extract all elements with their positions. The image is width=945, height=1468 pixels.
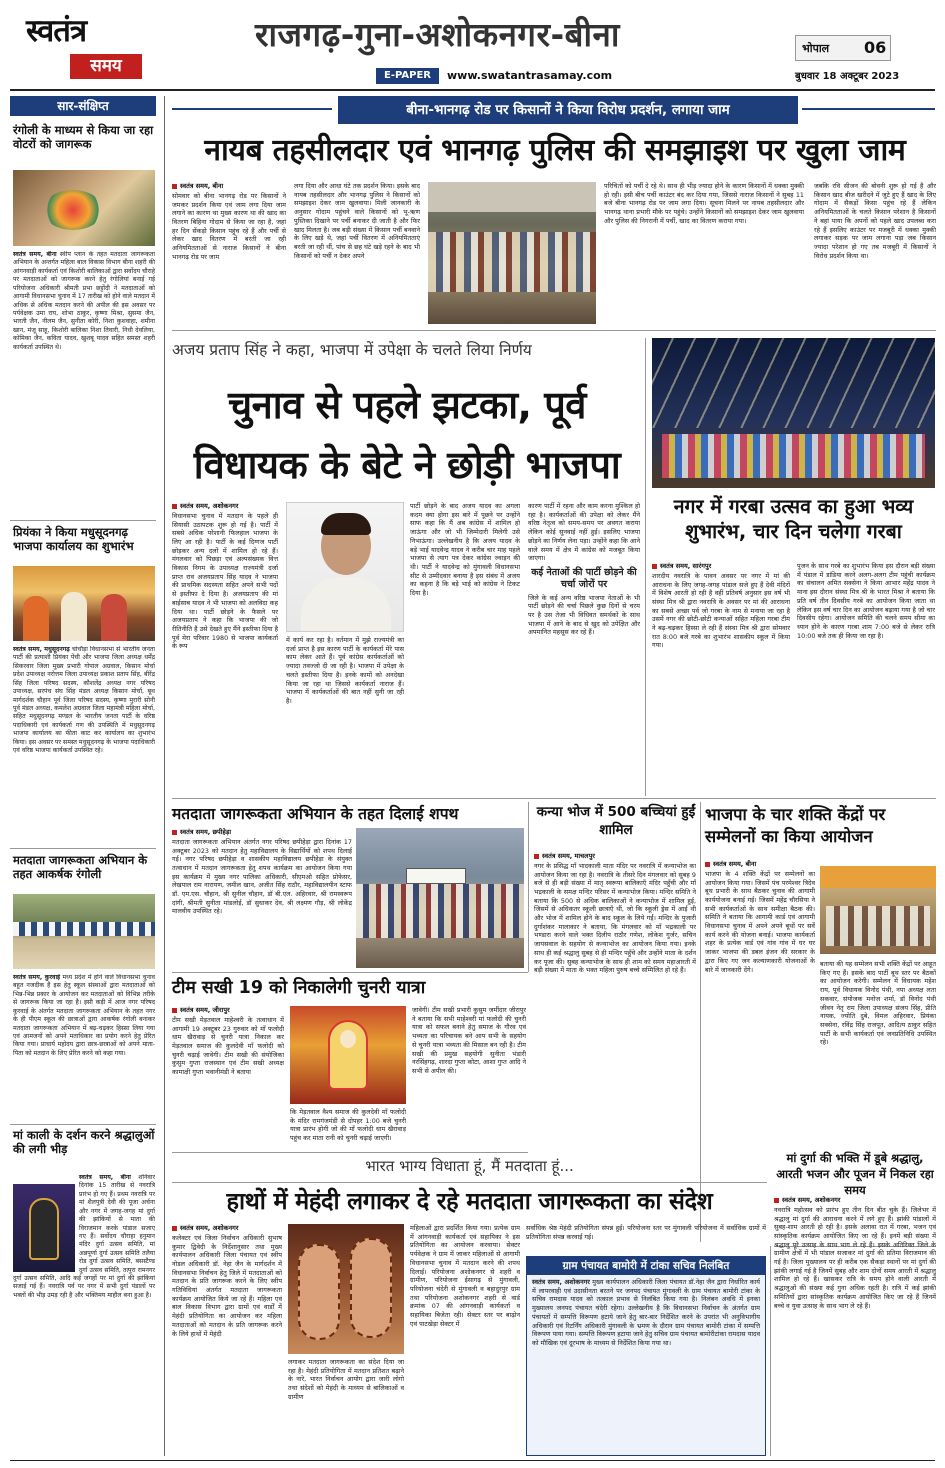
- shakti-col-1: स्वतंत्र समय, बीना भाजपा के 4 शक्ति केंद्रों पर सम्मेलनों का आयोजन किया गया। जिसमें पंच परमेश्वर त्रिदेव बूथ प्रभारी के साथ बैठकर चुनाव की आगामी कार्ययोजना बनाई गई। जिसमें महेंद्र चौरसिया ने सभी कार्यकर्ताओं के साथ समीक्षा बैठक की। समिति ने बताया कि आगामी कार्ड एवं आगामी विधानसभा चुनाव में अपने अपने बूथों पर सर्वे कार्य करने की योजना बनाई। भाजपा कार्यकर्ता शहर के प्रत्येक वार्ड एवं गांव गांव में घर घर जाकर भाजपा की डबल इंजन की सरकार के द्वारा किए गए जन कल्याणकारी योजनाओं के बारे में जानकारी देंगे।: [705, 860, 815, 974]
- bjp-col-1: स्वतंत्र समय, अशोकनगर विधानसभा चुनाव में मतदान के पहले ही सियासी उठापटक शुरू हो गई है। पार्टी में सबसे अधिक परेशानी फिलहाल भाजपा के लिए आ रही है। पार्टी के कई दिग्गज पार्टी छोड़कर अन्य दलों में शामिल हो रहे हैं। मंगलवार को पिछड़ा एवं अल्पसंख्यक वित्त विकास निगम के उपाध्यक्ष राज्यमंत्री दर्जा प्राप्त राव अजयप्रताप सिंह यादव ने भाजपा की प्राथमिक सदस्यता सहित अपने सभी पदों से इस्तीफा दे दिया है। अजयप्रताप की मां बाईसाब यादव ने भी भाजपा को अलविदा कह दिया था। पार्टी छोड़ने के फैसले पर अजयप्रताप ने कहा कि भाजपा की जो रीतिनीति है उसे देखते हुए मैंने इस्तीफा दिया है पूर्व मेरा परिवार 1980 से भाजपा कार्यकर्ता के रूप: [172, 502, 278, 651]
- durga-headline: मां दुर्गा की भक्ति में डूबे श्रद्धालु, आरती भजन और पूजन में निकल रहा समय: [776, 1151, 934, 1198]
- garba-festival-photo: [652, 338, 935, 488]
- sidebar-headline-2: प्रियंका ने किया मधुसूदनगढ़ भाजपा कार्यालय का शुभारंभ: [13, 525, 134, 553]
- bjp-headline-1: चुनाव से पहले झटका, पूर्व: [228, 383, 586, 427]
- sakhi-col-2: कि मेड़तवाल वैश्य समाज की कुलदेवी माँ फलोदी के मंदिर रामगंजमंडी से दोपहर 1:00 बजे चुनरी यात्रा प्रारंभ होगी जो की माँ फलोदी धाम खैरावाड़ पहुंच कर माता रानी को चुनरी चढ़ाई जाएगी।: [290, 1108, 406, 1143]
- logo: [26, 13, 156, 84]
- mehndi-hands-photo: [288, 1224, 404, 1354]
- rangoli-photo: [13, 170, 155, 246]
- sidebar-headline-1: रंगोली के माध्यम से किया जा रहा वोटरों को जागरूक: [13, 123, 154, 151]
- office-inauguration-photo: [13, 566, 155, 641]
- website-link[interactable]: www.swatantrasamay.com: [447, 69, 613, 82]
- bjp-kicker: अजय प्रताप सिंह ने कहा, भाजपा में उपेक्षा के चलते लिया निर्णय: [172, 341, 532, 359]
- lead-col-1: स्वतंत्र समय, बीना सोमवार को बीना भानगढ़ रोड पर किसानों ने जमकर प्रदर्शन किया एवं जाम लगा दिया जाम लगाने का कारण था मुख्य कारण था की खाद का वितरण बिहिना गोदाम से किया जा रहा है, जहां हर दिन सेंकड़ो किसान पहुंच रहे हैं और पर्ची से लेकर खाद वितरण में बरती जा रही अनियमितताओं से नाराज किसानों ने बीना भानगढ़ रोड पर जाम: [172, 182, 286, 261]
- tanka-box: [526, 1256, 766, 1456]
- edition-title: राजगढ़-गुना-अशोकनगर-बीना: [255, 15, 620, 54]
- school-rangoli-photo: [13, 894, 155, 969]
- mehndi-col-1: स्वतंत्र समय, अशोकनगर कलेक्टर एवं जिला निर्वाचन अधिकारी सुभाष कुमार द्विवेदी के निर्देशानुसार तथा मुख्य कार्यपालन अधिकारी जिला पंचायत एवं स्वीप नोडल अधिकारी डॉ. नेहा जैन के मार्गदर्शन में विधानसभा निर्वाचन हेतु जिले में मतदाताओं को मतदान के प्रति जागरूक करने के लिए स्वीप गतिविधियां अंतर्गत मतदाता जागरूकता कार्यक्रम आयोजित किये जा रहे हैं। महिला एवं बाल विकास विभाग द्वारा ग्रामों एवं वार्डों में मेहंदी प्रतियोगिता का आयोजन कर महिला मतदाताओं को मतदान के प्रति जागरूक करने के लिये हाथों में मेहंदी: [172, 1224, 282, 1338]
- kanya-headline: कन्या भोज में 500 बच्चियां हुईं शामिल: [536, 804, 696, 838]
- sakhi-col-3: जावेगी। टीम सखी प्रभारी कुसुम जमींदार जीरापुर ने बताया कि सभी माहेश्वरी मां फलोदी की चुनरी यात्रा को सफल बनाने हेतु समाज के गौरव एवं भव्यता का परिचायक बने आप सभी के सहयोग से चुनरी यात्रा भव्यता की मिसाल बन रही है। टीम सखी की प्रमुख सहयोगी सुनीता भंडारी नरसिंहगढ़, शारदा गुप्ता कोटा, आशा गुप्त आदि ने सभी से अपील की।: [412, 1006, 526, 1075]
- sakhi-col-1: स्वतंत्र समय, जीरापुर टीम सखी मेड़तवाल माहेश्वरी के तत्वाधान में आगामी 19 अक्टूबर 23 गुरुवार को माँ फलोदी धाम खैरावाड़ से चुनरी यात्रा निकाल कर मेड़तवाल समाज की कुलदेवी माँ फलोदी को चुनरी चढ़ाई जावेगी। टीम सखी की संयोजिका कुसुम गुप्ता राजस्थान एवं टीम सखी अध्यक्ष कामाक्षी गुप्ता भवानीमंडी ने बताया: [172, 1006, 284, 1077]
- sidebar-headline-4: मां काली के दर्शन करने श्रद्धालुओं की लगी भीड़: [13, 1128, 155, 1156]
- lead-col-4: जबकि रवि सीजन की बोवनी शुरू हो गई है और किसान खाद बीज खरीदने में जुटे हुए हैं खाद के लिए गोदाम में सैकड़ों किसा पहुंच रहे हैं लेकिन अनियमितताओं के चलते किसान परेशान है किसानों ने बहां पाया कि अपनों को पहले खाद उपलब्ध करा रहे हैं इसलिए काउंटर पर मजबूरी में धक्का मुक्की लगाकर सड़क पर जाम लगाना पड़ा जब किसान ज्यादा परेशान हो गए तब मजबूरी में किसानों ने विरोध प्रदर्शन किया था।: [814, 182, 936, 260]
- ajay-pratap-portrait: [286, 502, 404, 632]
- shakti-headline: भाजपा के चार शक्ति केंद्रों पर सम्मेलनों का किया आयोजन: [705, 805, 886, 847]
- sidebar-headline-3: मतदाता जागरूकता अभियान के तहत आकर्षक रंगोली: [13, 853, 148, 881]
- sakhi-headline: टीम सखी 19 को निकालेगी चुनरी यात्रा: [172, 978, 426, 998]
- maa-phalodi-photo: [290, 1006, 406, 1104]
- top-strip: [338, 96, 798, 124]
- shakti-col-2: बताया की यह सम्मेलन सभी शक्ति केंद्रों पर आहूत किए गए हैं। इसके बाद पार्टी बूथ स्तर पर बैठकों का आयोजन करेगी। सम्मेलन में विधायक महेश राय, पूर्व विधायक विनोद पंथी, नपा अध्यक्ष लता सकवार, संयोजक मनोज शर्मा, डॉ विनोद पंथी जीवन नेतृ राम जिला उपाध्यक्ष संजय सिंह, प्रीति नायक, ज्योति दुबे, विमल अहिरवार, प्रियंका सक्सेना, रविंद्र सिंह राजपूत, आदित्य ठाकुर सहित पार्टी के सभी कार्यकर्ता एवं जनप्रतिनिधि उपस्थित रहे।: [820, 960, 936, 1047]
- issue-date: बुधवार 18 अक्टूबर 2023: [795, 71, 900, 82]
- lead-headline: नायब तहसीलदार एवं भानगढ़ पुलिस की समझाइश पर खुला जाम: [204, 133, 906, 168]
- sidebar-text-4: स्वतंत्र समय, बीना शनिवार दिनांक 15 तारीख से नवरात्रि प्रारंभ हो गए हैं। प्रथम नवरात्रि पर मां शैलपुत्री देवी की पूजा अर्चना और नगर में जगह-जगह मां दुर्गा की झांकियों से माता की विराजमान करके पांडाल सजाए गए हैं। सर्वोदय चौराहा हनुमान मंदिर दुर्गा उत्सव समिति, मां अन्नपूर्णा दुर्गा उत्सव समिति तलैया रोड दुर्गा उत्सव समिति, बसस्टैण्ड दुर्गा उत्सव समिति, तत्पुरा रामनगर दुर्गा उत्सव समिति, आदि कई जगहों पर मां दुर्गा की झांकियां सजाई गई हैं। नवरात्रि पर्व पर नगर में सभी दुर्गा पंडालों पर भक्तों की भीड़ उमड़ रही है और भक्तिमय माहौल बना हुआ है।: [13, 1174, 155, 1299]
- top-strip-label: बीना-भानगढ़ रोड पर किसानों ने किया विरोध प्रदर्शन, लगाया जाम: [406, 102, 730, 118]
- sidebar-title: सार-संक्षिप्त: [10, 96, 156, 116]
- shakti-meeting-photo: [820, 866, 936, 954]
- garba-col-2: पूजन के साथ गरबे का शुभारंभ किया इस दौरान बड़ी संख्या में पंडाल में डांडिया करने अलग-अलग टीम पहुंची कार्यक्रम का संचालन अमित सक्सेना ने किया आभार महेंद्र यादव ने माना इस दौरान संस्था मित्र श्री के भारत मिश्रा ने बताया कि प्रति वर्ष तीन दिवसीय गरबे का आयोजन किया जाता था लेकिन इस वर्ष चार दिन का आयोजन बढ़ाया गया है जो चार दिवसीय रहेगा। आयोजन समिति की चलने समय सीमा का ध्यान होने के कारण गरबा शाम 7:00 बजे से लेकर रात्रि 10:00 बजे तक ही किया जा रहा है।: [797, 562, 935, 640]
- oath-rally-photo: [356, 828, 524, 968]
- mehndi-col-2: लगाकर मतदाता जागरूकता का संदेश दिया जा रहा है। मेहंदी प्रतियोगिता में मतदान प्रतिशत बढ़ाने के नारे, भारत निर्वाचन आयोग द्वारा जारी लोगो तथा संदेशों को मेहंदी के माध्यम से बालिकाओं व ग्रामीण: [288, 1358, 404, 1401]
- sidebar-text-3: स्वतंत्र समय, कुरवाई मध्य प्रदेश में होने वाले विधानसभा चुनाव बहुत नजदीक है इस हेतु स्कूल संस्थाओं द्वारा मतदाताओं को भिन्न-भिन्न प्रकार के आयोजन कर मतदाताओं को विभिन्न तरीके से जागरूक किया जा रहा है। इसी कड़ी में आज नगर परिषद कुरवाई के अंतर्गत मतदाता जागरूकता अभियान के तहत नगर के ही पीएम स्कूल की छात्राओं द्वारा आकर्षक रंगोली बनाकर मतदाता जागरूकता अभियान में बढ़-चढ़कर हिस्सा लिया गया एवं आमजनों को अपने मताधिकार का प्रयोग करने हेतु प्रेरित किया गया। प्राचार्य महोदय द्वारा छात्र-छात्राओं को अपने माता-पिता को मतदान के लिए प्रेरित करने को कहा गया।: [13, 974, 155, 1057]
- tanka-text: स्वतंत्र समय, अशोकनगर मुख्य कार्यपालन अधिकारी जिला पंचायत डॉ.नेहा जैन द्वारा निर्धारित कार्य में लापरवाही एवं उदासीनता बरतने पर जनपद पंचायत मुंगावली के ग्राम पंचायत बामोरी टांका के सचिव रामदास यादव को तत्काल प्रभाव से निलंबित किया गया है। निलंबन अवधि में इनका मुख्यालय जनपद पंचायत चंदेरी रहेगा। उल्लेखनीय है कि विधानसभा निर्वाचन के अंतर्गत ग्राम पंचायतों में सम्पत्ति विरूपण हटाये जाने हेतु बार-बार निर्देशित करने के उपरांत भी अनुविभागीय अधिकारी एवं रिटर्निंग अधिकारी मुंगावली के भ्रमण के दौरान ग्राम पंचायत बामोरी टांका में सम्पत्ति विरूपण पाया गया। सम्पत्ति विरूपण हटाया जाने हेतु सचिव ग्राम पंचायत बामोरीटांका रामदास यादव को मौखिक एवं दूरभाष के माध्यम से निर्देशित किया गया था।: [532, 1278, 760, 1347]
- voter-oath-text: स्वतंत्र समय, छपीहेड़ा मतदाता जागरूकता अभियान अंतर्गत नगर परिषद छपीहेड़ा द्वारा दिनांक 17 अक्टूबर 2023 को मतदान हेतु महाविद्यालय के विद्यार्थियों को शपथ दिलाई गई। नगर परिषद छपीहेड़ा व शासकीय महाविद्यालय छपीहेड़ा के संयुक्त तत्वाधान में मतदान जागरूकता हेतु शपथ कार्यक्रम का आयोजन किया गया इस कार्यक्रम में मुख्य नगर पालिका अधिकारी, सीएमओ सहित प्रोफेसर, लेखपाल राम नारायण, जमील खान, अजीत सिंह राठौर, महाविद्यालयीन स्टाफ डॉ. एम.एस. चौहान, श्री सुनील चौहान, डॉ बी.एल. अहिरवार, श्री रामस्वरूप दांगी, श्रीमती सुनीता मांडलोई, डॉ सुधाकर देव, श्री लक्ष्मण गौड़, श्री लोकेंद्र मालवीय उपस्थित रहे।: [172, 828, 352, 916]
- voter-banner-kicker: भारत भाग्य विधाता हूं, मैं मतदाता हूं...: [365, 1157, 574, 1175]
- bjp-col-3: पार्टी छोड़ने के बाद अजय यादव का अगला कदम क्या होगा इस बारे में पूछने पर उन्होंने साफ कहा कि मैं अब कांग्रेस में शामिल हो जाऊंगा और जो भी जिम्मेदारी मिलेगी उसे निभाऊंगा। उल्लेखनीय है कि अजय यादव के बड़े भाई यादवेन्द्र यादव ने करीब चार माह पहले भाजपा से त्याग पत्र देकर कांग्रेस ज्वाइन की थी। पार्टी ने यादवेन्द्र को मुंगावली विधानसभा सीट से उम्मीदवार बनाया है इस संबंध में अजय का कहना है कि बड़े भाई को कांग्रेस ने टिकट दिया है।: [410, 502, 520, 598]
- sidebar-text-2: स्वतंत्र समय, मधुसूदनगढ़ चांचौड़ा विधानसभा से भारतीय जनता पार्टी की प्रत्याशी प्रियंका पेंची और भाजपा जिला अध्यक्ष धर्मेंद्र सिकरवार जिला मुख्य प्रभारी गोपाल अग्रवाल, किसान मोर्चा प्रदेश उपाध्यक्ष नरोत्तम जिला उपाध्यक्ष प्रकाश प्रताप सिंह, बीरेंद्र सिंह जिला परिषद सदस्य, कौशलेंद्र अध्यक्ष नगर परिषद उपाध्यक्ष, सरपंच संघ सिंह मंडल अध्यक्ष किसान मोर्चा, बूथ मार्गदर्शक चौहान पूर्व जिला परिषद सदस्य, कृष्णा मुरारी सोनी पूर्व मंडल अध्यक्ष, कमलेश अग्रवाल जिला महामंत्री महिला मोर्चा, सहित मधुसूदनगढ़ मण्डल के भारतीय जनता पार्टी के वरिष्ठ पदाधिकारी एवं कार्यकर्ता गण की उपस्थिति में मधुसूदनगढ़ भाजपा कार्यालय का फीता काट कर कार्यालय का शुभारंभ किया। इस अवसर पर समस्त मधुसूदनगढ़ के भाजपा पदाधिकारी एवं वरिष्ठ भाजपा कार्यकर्ता उपस्थित रहे।: [13, 646, 155, 755]
- page-badge: [795, 35, 891, 61]
- bjp-col-4: कारण पार्टी में रहना और काम करना मुश्किल हो रहा है। कार्यकर्ताओं की उपेक्षा को लेकर मैंने वरिष्ठ नेतृत्व को समय-समय पर अवगत कराया लेकिन कोई सुनवाई नहीं हुई। इसलिए भाजपा छोड़ने का निर्णय लेना पड़ा। उन्होंने कहा कि आने वाले समय में क्षेत्र में कांग्रेस को मजबूत किया जाएगा। कई नेताओं की पार्टी छोड़ने की चर्चा जोरों पर जिले के कई अन्य वरिष्ठ भाजपा नेताओं के भी पार्टी छोड़ने की चर्चा पिछले कुछ दिनों से चरम पर है उस तेजा भी विधिवत समर्थकों के साथ भाजपा में आने के बाद से खुद को उपेक्षित और अपमानित महसूस कर रहे हैं।: [528, 502, 640, 637]
- bjp-headline-2: विधायक के बेटे ने छोड़ी भाजपा: [193, 443, 621, 487]
- sidebar-text-1: स्वतंत्र समय, बीना स्वीप प्लान के तहत मतदाता जागरूकता अभियान के अन्तर्गत महिला बाल विकास विभाग बीना शहरी की आंगनवाड़ी कार्यकर्ता एवं किशोरी बालिकाओं द्वारा सर्वोदय चौराहे पर मतदाताओं को जागरूक करने हेतु रंगोलियां बनाई गई परियोजना अधिकारी श्रीमती प्रभा छट्टोंदी ने मतदाताओं को आगामी विधानसभा चुनाव में 17 तारीख को होने वाले मतदान में अधिक से अधिक मतदान करने की अपील की इस अवसर पर पर्यवेक्षक उमा राय, शोभा ठाकुर, कृष्णा मिश्रा, सुसमा जैन, भारती जैन, नीलम जैन, सुनीता कोरी, निशा कुशवाहा, शमीना खान, मंजू साहू, किशोरी बालिका निशा तिवारी, निधी देवलिया, कोमिका जैन, कविता यादव, खुशबू यादव सहित समस्त शहरी कार्यकर्ता उपस्थित थे।: [13, 251, 155, 351]
- garba-headline: नगर में गरबा उत्सव का हुआ भव्य शुभारंभ, चार दिन चलेगा गरबा: [673, 495, 914, 544]
- logo-bottom: समय: [70, 54, 142, 79]
- city-label: भोपाल: [802, 42, 830, 55]
- bjp-col-2: में कार्य कर रहा है। वर्तमान में मुझे राज्यमंत्री का दर्जा प्राप्त है इस कारण पार्टी के कार्यकर्ता मेरे पास काम लेकर आते हैं। पूर्व कांग्रेस कार्यकर्ताओं को ज्यादा तवज्जो दी जा रही है। भाजपा में उपेक्षा के चलते इस्तीफा दिया है। इनके कामों को अनदेखा किया जा रहा था जिससे कार्यकर्ता नाराज हैं। भाजपा में कार्यकर्ताओं की बात नहीं सुनी जा रही है।: [286, 636, 404, 705]
- farmers-protest-photo: [428, 182, 596, 324]
- sidebar: [10, 96, 160, 1456]
- garba-col-1: स्वतंत्र समय, सारंगपुर शारदीय नवरात्रि के पावन अवसर पर नगर में मां की आराधना के लिए जगह-जगह पांडाल सजे हुए हैं देवी मंदिरों में विशेष आरती हो रही है वहीं प्रतिवर्ष अनुसार इस वर्ष भी संस्था मित्र श्री द्वारा नवरात्रि के अवसर पर मां की आराधना का सबसे अच्छा पर्व जो गरबा के नाम से मनाया जा रहा है उसमें नगर की छोटी-छोटी कन्याओं सहित महिला गरबा टीम ने बढ़-चढ़कर हिस्सा ले रही हैं संस्था मित्र श्री द्वारा सोमवार रात 8:00 बजे गरबे का शुभारंभ शासकीय स्कूल में किया गया।: [652, 562, 790, 650]
- logo-top: स्वतंत्र: [26, 13, 87, 49]
- masthead: [0, 0, 945, 90]
- mehndi-col-3: महिलाओं द्वारा प्रदर्शित किया गया। प्रत्येक ग्राम में आंगनवाड़ी कार्यकर्ता एवं सहायिका ने इस प्रतियोगिता का आयोजन करवाया। सेक्टर पर्यवेक्षक ने ग्राम में जाकर महिलाओं से आगामी विधानसभा चुनाव में मतदान करने की शपथ दिलाई। परियोजना अशोकनगर से शहरी व ग्रामीण, परियोजना ईसागढ़ से मुंगावली, परियोजना चंदेरी से मुंगावली व बहादुरपुर ग्राम तथा परियोजना अशोकनगर शहरी से वार्ड क्रमांक 07 की आंगनवाड़ी कार्यकर्ता व सहायिका बिजेता रही। सेक्टर स्तर पर बाढ़ोन एवं पाटखेड़ा सेक्टर में: [410, 1224, 520, 1328]
- tanka-headline: ग्राम पंचायत बामोरी में टांका सचिव निलंबित: [527, 1257, 765, 1275]
- voter-oath-headline: मतदाता जागरूकता अभियान के तहत दिलाई शपथ: [172, 805, 459, 823]
- durga-text: स्वतंत्र समय, अशोकनगर नवरात्रि महोत्सव को प्रारंभ हुए तीन दिन बीत चुके हैं। जिलेभर में श्रद्धालु मां दुर्गा की आराधना करने में लगे हुए हैं। झांकी पांडालों में सुबह-शाम आरती हो रही है। इसके अलावा रात में गरबा, भजन एवं सांस्कृतिक कार्यक्रम आयोजित किए जा रहे हैं। इनमें बड़ी संख्या में श्रद्धालु पूरे उत्साह के साथ भाग ले रहे हैं। इसके अतिरिक्त जिले के ग्रामीण क्षेत्रों में भी पांडाल सजाकर मां दुर्गा की प्रतिमा विराजमान की गई है। जिला मुख्यालय पर ही करीब एक सैकड़ा स्थानों पर मां दुर्गा की झांकी लगाई गई है जिनमें सुबह और शाम दोनों समय आरती में श्रद्धालु शामिल हो रहे हैं। खासकर रात्रि के समय होने वाली आरती में श्रद्धालुओं की संख्या कई गुना अधिक रहती है। रात्रि में कई झांकी समितियों द्वारा सांस्कृतिक कार्यक्रम आयोजित किए जा रहे हैं जिनमें बच्चे व युवा उत्साह के साथ भाग ले रहे हैं।: [774, 1196, 936, 1310]
- kanya-text: स्वतंत्र समय, माचलपुर नगर के प्रसिद्ध माँ भादकाली माता मंदिर पर नवरात्रि में कन्याभोज का आयोजन किया जा रहा है। नवरात्रि के तीसरे दिन मंगलवार को सुबह 9 बजे से ही बड़ी संख्या में मातृ स्वरूपा बालिकाएँ मंदिर पहुँची और माँ भद्रकाली के समक्ष मन्दिर परिसर में कन्याभोज किया। मन्दिर समिति ने बताया कि 500 से अधिक बालिकाओं ने कन्याभोज में शामिल हुई, जिसमें से अधिकतर स्कूली छात्राएँ थीं, जो कि स्कूली ड्रेस में आई थी और भोज में शामिल होने के बाद स्कूल के लिये गईं। मन्दिर के पुजारी दुर्गाशंकर मालाकार ने बताया, कि मंगलवार को माँ भद्रकाली पर भण्डारा करने वाले भक्त दिलीप राठौर गणेश, लोकेश गुर्जर, सचिन जायसवाल के सहयोग से कन्याभोज का आयोजन किया गया। इनके साथ ही कई श्रद्धालु सुबह से ही मन्दिर पहुँचे और उन्होंने माता के दर्शन कर पूजा की। सुबह कन्याभोज के साथ ही शाम को समय महाआरती में बड़ी संख्या में माता के भक्त महिला पुरुष बच्चे सम्मिलित हो रहे हैं।: [534, 852, 696, 975]
- page-number: 06: [864, 38, 887, 57]
- lead-col-2: लगा दिया और आधा घंटे तक प्रदर्शन किया। इसके बाद नायब तहसीलदार और भानगढ़ पुलिस ने किसानों को समझाइश देकर जाम खुलवाया। मिली जानकारी के अनुसार गोदाम पहुंचने वाले किसानों को भू-ऋण पुस्तिका दिखाने पर पर्ची बनाकर दी जाती है और फिर खाद मिलता है। जब बड़ी संख्या में किसान पर्ची बनवाने के लिए खड़े थे, जहां पर्ची वितरण में अनियमितताएं बरती जा रही थीं, पांच से छह घंटे खड़े रहने के बाद भी किसानों को पर्ची न देकर अपने: [294, 182, 420, 260]
- epaper-label: E-PAPER: [376, 68, 439, 84]
- lead-col-3: परिचितों को पर्ची दे रहे थे। साथ ही भीड़ ज्यादा होने के कारण किसानों में धक्का मुक्की हो रही। इसी बीच पर्ची काउंटर बंद कर दिया गया, जिससे नाराज किसानों ने सुबह 11 बजे बीना भानगढ़ रोड पर जाम लगा दिया। सूचना मिलने पर नायब तहसीलदार और भानगढ़ थाना प्रभारी मौके पर पहुंचे। उन्होंने किसानों को समझाइश देकर जाम खुलवाया और पुलिस की निगरानी में पर्ची, खाद का वितरण कराया गया।: [604, 182, 804, 225]
- voter-banner-headline: हाथों में मेहंदी लगाकर दे रहे मतदाता जागरूकता का संदेश: [226, 1187, 713, 1215]
- bjp-subhead: कई नेताओं की पार्टी छोड़ने की चर्चा जोरों पर: [531, 566, 637, 590]
- mehndi-col-4: सर्वाधिक श्रेष्ठ मेहंदी प्रतियोगिता संपन्न हुई। परियोजना स्तर पर मुंगावली परियोजना में सर्वाधिक ग्रामों में प्रतियोगिता संपन्न करवाई गई।: [526, 1224, 766, 1241]
